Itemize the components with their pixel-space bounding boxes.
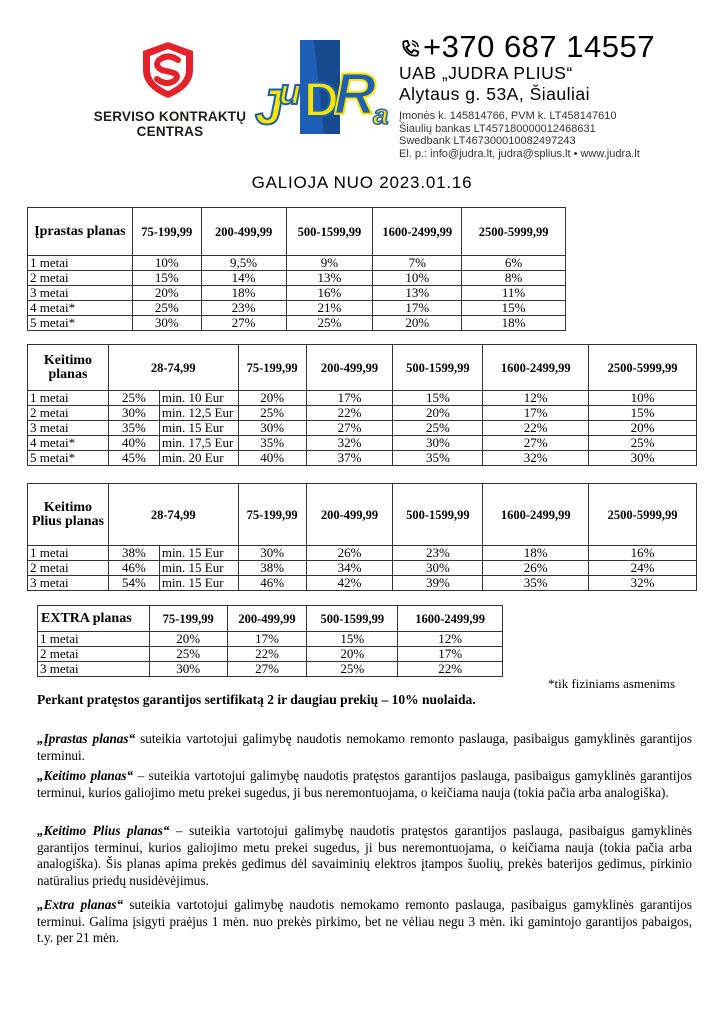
table-row — [28, 286, 566, 301]
row-label: 3 metai — [28, 286, 133, 301]
column-header: 500-1599,99 — [393, 484, 483, 546]
cell: 13% — [286, 271, 373, 286]
plan-description: suteikia vartotojui galimybę naudotis nemokamo remonto paslauga, pasibaigus gamyklinės garantijos terminui. Galima įsigyti praėjus 1 mėn. nuo prekės pirkimo, bet ne vėliau negu 3 mėn. iki gamintojo garantijos pabaigos, t.y. per 21 mėn. — [37, 897, 692, 945]
cell: 21% — [286, 301, 373, 316]
cell: 22% — [398, 662, 503, 677]
column-header: 1600-2499,99 — [373, 208, 462, 256]
cell: 16% — [286, 286, 373, 301]
cell: 25% — [286, 316, 373, 331]
cell: 38% — [108, 546, 159, 561]
company-address: Alytaus g. 53A, Šiauliai — [399, 84, 590, 104]
cell: 40% — [108, 436, 159, 451]
table-row — [38, 632, 503, 647]
valid-from-heading: GALIOJA NUO 2023.01.16 — [251, 173, 473, 192]
cell: 9% — [286, 256, 373, 271]
table-row — [28, 256, 566, 271]
cell: 26% — [483, 561, 589, 576]
cell: 30% — [132, 316, 201, 331]
row-label: 3 metai — [38, 662, 150, 677]
cell: 9,5% — [201, 256, 286, 271]
company-details — [399, 110, 699, 160]
cell: 15% — [589, 406, 697, 421]
table-title: EXTRA planas — [38, 606, 150, 632]
cell: min. 15 Eur — [159, 576, 238, 591]
contact-block — [399, 30, 699, 160]
plan-description: – suteikia vartotojui galimybę naudotis pratęstos garantijos paslauga, pasibaigus gamyklinės garantijos terminui, kurios galiojimo metu prekei sugedus, ji bus neremontuojama, o keičiama nauja (tokia pačia arba analogiška). — [37, 768, 692, 800]
table-keitimo — [27, 344, 697, 466]
cell: min. 15 Eur — [159, 546, 238, 561]
description-extra — [37, 897, 692, 947]
cell: 12% — [483, 391, 589, 406]
table-row — [28, 546, 697, 561]
cell: 20% — [238, 391, 306, 406]
cell: 39% — [393, 576, 483, 591]
brand-letter-r: R — [334, 62, 376, 127]
cell: 20% — [393, 406, 483, 421]
row-label: 1 metai — [28, 546, 109, 561]
cell: min. 15 Eur — [159, 561, 238, 576]
cell: 45% — [108, 451, 159, 466]
row-label: 1 metai — [28, 256, 133, 271]
cell: 8% — [462, 271, 566, 286]
cell: 20% — [373, 316, 462, 331]
description-keitimo — [37, 768, 692, 801]
row-label: 3 metai — [28, 576, 109, 591]
cell: 35% — [238, 436, 306, 451]
cell: 34% — [306, 561, 393, 576]
footnote: *tik fiziniams asmenims — [548, 676, 676, 691]
serviso-logo — [70, 40, 270, 139]
brand-letter-u: u — [279, 71, 301, 112]
plan-description: suteikia vartotojui galimybę naudotis nemokamo remonto paslauga, pasibaigus gamyklinės garantijos terminui. — [37, 731, 692, 763]
cell: 30% — [108, 406, 159, 421]
company-name: UAB „JUDRA PLIUS“ — [399, 63, 573, 83]
column-header: 200-499,99 — [201, 208, 286, 256]
table-row — [38, 647, 503, 662]
cell: 40% — [238, 451, 306, 466]
cell: 30% — [393, 561, 483, 576]
table-row — [28, 421, 697, 436]
cell: 17% — [373, 301, 462, 316]
column-header: 1600-2499,99 — [398, 606, 503, 632]
cell: 32% — [306, 436, 393, 451]
cell: 6% — [462, 256, 566, 271]
cell: 30% — [149, 662, 227, 677]
cell: 27% — [227, 662, 307, 677]
column-header: 75-199,99 — [149, 606, 227, 632]
table-row — [28, 301, 566, 316]
cell: 17% — [483, 406, 589, 421]
cell: 35% — [393, 451, 483, 466]
phone-number: +370 687 14557 — [423, 29, 655, 64]
cell: 23% — [201, 301, 286, 316]
cell: 25% — [132, 301, 201, 316]
cell: 20% — [132, 286, 201, 301]
cell: 25% — [238, 406, 306, 421]
cell: 25% — [393, 421, 483, 436]
column-header: 28-74,99 — [108, 345, 238, 391]
cell: 27% — [306, 421, 393, 436]
cell: 15% — [307, 632, 398, 647]
cell: 20% — [307, 647, 398, 662]
cell: 20% — [589, 421, 697, 436]
column-header: 28-74,99 — [108, 484, 238, 546]
cell: 25% — [589, 436, 697, 451]
cell: 20% — [149, 632, 227, 647]
row-label: 5 metai* — [28, 451, 109, 466]
table-row — [28, 391, 697, 406]
cell: 10% — [373, 271, 462, 286]
plan-term: „Extra planas“ — [37, 897, 124, 912]
cell: 30% — [238, 421, 306, 436]
column-header: 75-199,99 — [132, 208, 201, 256]
cell: 17% — [306, 391, 393, 406]
row-label: 1 metai — [28, 391, 109, 406]
table-row — [28, 561, 697, 576]
table-row — [28, 436, 697, 451]
cell: min. 12,5 Eur — [159, 406, 238, 421]
cell: 10% — [589, 391, 697, 406]
table-row — [28, 316, 566, 331]
brand-letter-a: a — [373, 99, 389, 130]
cell: 54% — [108, 576, 159, 591]
cell: 18% — [483, 546, 589, 561]
cell: 10% — [132, 256, 201, 271]
company-code: Įmonės k. 145814766, PVM k. LT458147610 — [399, 110, 617, 122]
row-label: 2 metai — [28, 406, 109, 421]
judra-brand-icon — [252, 36, 402, 142]
shield-logo-icon — [140, 40, 196, 100]
judra-logo — [252, 36, 402, 142]
bank-account-2: Swedbank LT467300010082497243 — [399, 135, 576, 147]
column-header: 75-199,99 — [238, 345, 306, 391]
cell: 35% — [483, 576, 589, 591]
column-header: 2500-5999,99 — [589, 345, 697, 391]
row-label: 3 metai — [28, 421, 109, 436]
cell: 35% — [108, 421, 159, 436]
row-label: 2 metai — [28, 271, 133, 286]
cell: 24% — [589, 561, 697, 576]
cell: 32% — [589, 576, 697, 591]
row-label: 5 metai* — [28, 316, 133, 331]
logo-line1: SERVISO KONTRAKTŲ — [93, 109, 247, 124]
brand-letter-d: D — [304, 74, 339, 127]
table-iprastas — [27, 207, 566, 331]
plan-term: „Keitimo Plius planas“ — [37, 823, 170, 838]
cell: 15% — [132, 271, 201, 286]
cell: 46% — [238, 576, 306, 591]
table-title: Įprastas planas — [28, 208, 133, 256]
cell: 17% — [398, 647, 503, 662]
cell: 15% — [393, 391, 483, 406]
cell: 32% — [483, 451, 589, 466]
plan-term: „Keitimo planas“ — [37, 768, 134, 783]
cell: min. 15 Eur — [159, 421, 238, 436]
phone-icon — [399, 38, 421, 60]
row-label: 4 metai* — [28, 301, 133, 316]
column-header: 200-499,99 — [227, 606, 307, 632]
plan-term: „Įprastas planas“ — [37, 731, 136, 746]
cell: 17% — [227, 632, 307, 647]
cell: 18% — [462, 316, 566, 331]
cell: 46% — [108, 561, 159, 576]
column-header: 2500-5999,99 — [462, 208, 566, 256]
column-header: 2500-5999,99 — [589, 484, 697, 546]
logo-line2: CENTRAS — [136, 124, 204, 139]
row-label: 4 metai* — [28, 436, 109, 451]
cell: 12% — [398, 632, 503, 647]
row-label: 1 metai — [38, 632, 150, 647]
cell: 22% — [227, 647, 307, 662]
cell: 11% — [462, 286, 566, 301]
column-header: 1600-2499,99 — [483, 345, 589, 391]
cell: 25% — [307, 662, 398, 677]
cell: 37% — [306, 451, 393, 466]
cell: 25% — [149, 647, 227, 662]
phone-line — [399, 30, 699, 64]
cell: 38% — [238, 561, 306, 576]
column-header: 200-499,99 — [306, 484, 393, 546]
plan-description: – suteikia vartotojui galimybę naudotis pratęstos garantijos paslauga, pasibaigus gamyklinės garantijos terminui, kurios galiojimo metu prekei sugedus, ji bus neremontuojama, o keičiama nauja (tokia pačia arba analogiška). Šis planas apima prekės gedimus dėl savaiminių elektros įtampos šuolių, prekės baterijos gedimus, pirkinio natūralius priedų nusidėvėjimus. — [37, 823, 692, 888]
description-keitimo-plius — [37, 823, 692, 889]
cell: 22% — [306, 406, 393, 421]
cell: 26% — [306, 546, 393, 561]
table-keitimo-plius — [27, 483, 697, 591]
cell: 27% — [483, 436, 589, 451]
column-header: 500-1599,99 — [393, 345, 483, 391]
cell: 25% — [108, 391, 159, 406]
cell: 16% — [589, 546, 697, 561]
row-label: 2 metai — [28, 561, 109, 576]
table-title: Keitimo planas — [28, 345, 109, 391]
table-row — [38, 662, 503, 677]
table-title: Keitimo Plius planas — [28, 484, 109, 546]
cell: 23% — [393, 546, 483, 561]
column-header: 500-1599,99 — [286, 208, 373, 256]
column-header: 200-499,99 — [306, 345, 393, 391]
promo-text: Perkant pratęstos garantijos sertifikatą 2 ir daugiau prekių – 10% nuolaida. — [37, 692, 476, 707]
cell: 13% — [373, 286, 462, 301]
cell: 30% — [238, 546, 306, 561]
column-header: 1600-2499,99 — [483, 484, 589, 546]
cell: 27% — [201, 316, 286, 331]
cell: 18% — [201, 286, 286, 301]
cell: 30% — [393, 436, 483, 451]
cell: 22% — [483, 421, 589, 436]
cell: 15% — [462, 301, 566, 316]
table-row — [28, 271, 566, 286]
cell: 14% — [201, 271, 286, 286]
cell: min. 20 Eur — [159, 451, 238, 466]
brand-letter-j: J — [255, 79, 283, 135]
row-label: 2 metai — [38, 647, 150, 662]
table-row — [28, 406, 697, 421]
cell: min. 17,5 Eur — [159, 436, 238, 451]
email-web: El. p.: info@judra.lt, judra@splius.lt • www.judra.lt — [399, 147, 640, 160]
cell: 30% — [589, 451, 697, 466]
cell: 42% — [306, 576, 393, 591]
table-row — [28, 576, 697, 591]
table-row — [28, 451, 697, 466]
cell: min. 10 Eur — [159, 391, 238, 406]
column-header: 500-1599,99 — [307, 606, 398, 632]
bank-account-1: Šiaulių bankas LT457180000012468631 — [399, 122, 596, 135]
description-iprastas — [37, 731, 692, 764]
table-extra — [37, 605, 503, 677]
cell: 7% — [373, 256, 462, 271]
column-header: 75-199,99 — [238, 484, 306, 546]
